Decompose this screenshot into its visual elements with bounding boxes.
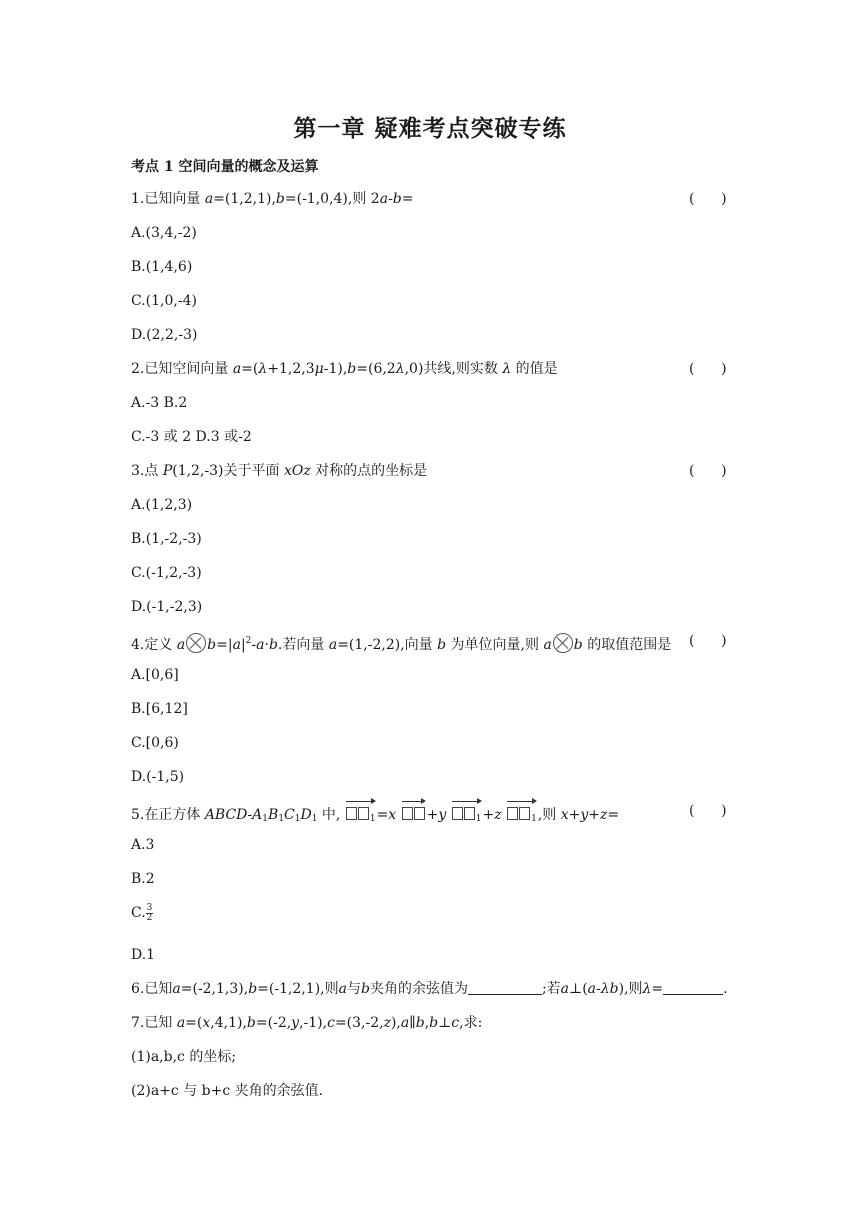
q3-option-a: A.(1,2,3) [131, 497, 193, 513]
q5-option-d: D.1 [131, 947, 156, 963]
page-title: 第一章 疑难考点突破专练 [293, 115, 567, 142]
question-5: 5.在正方体 ABCD-$A_1B_1C_1D_1$ 中, $_1$=x +y $_1$+z $_1$,则 x+y+z= [131, 800, 619, 822]
answer-paren-2: ( ) [689, 361, 727, 377]
answer-paren-3: ( ) [689, 463, 727, 479]
otimes-icon [186, 633, 206, 653]
q5-option-a: A.3 [131, 837, 155, 853]
section-heading: 考点 1 空间向量的概念及运算 [131, 159, 319, 175]
vector-arrow-icon: 1 [346, 800, 376, 830]
q2-option-cd: C.-3 或 2 D.3 或-2 [131, 429, 252, 445]
vector-arrow-icon [402, 800, 426, 826]
q2-option-ab: A.-3 B.2 [131, 395, 188, 411]
q7-part-1: (1)a,b,c 的坐标; [131, 1049, 237, 1065]
question-6: 6.已知a=(-2,1,3),b=(-1,2,1),则a与b夹角的余弦值为 ;若a⊥(a-λb),则λ= . [131, 981, 728, 997]
vector-arrow-icon: 1 [507, 800, 537, 830]
answer-paren-4: ( ) [689, 633, 727, 649]
answer-paren-1: ( ) [689, 191, 727, 207]
question-4: 4.定义 a $b=|a|^2-a\cdot b$.若向量 a=(1,-2,2),向量 b 为单位向量,则 a b 的取值范围是 [131, 630, 671, 652]
q1-option-c: C.(1,0,-4) [131, 293, 197, 309]
answer-blank-cosine[interactable] [468, 980, 542, 995]
question-1: 1.已知向量 a=(1,2,1),b=(-1,0,4),则 2a-b= [131, 191, 414, 207]
q1-option-d: D.(2,2,-3) [131, 327, 198, 343]
q3-option-c: C.(-1,2,-3) [131, 565, 202, 581]
q4-option-b: B.[6,12] [131, 701, 188, 717]
q5-option-c [131, 902, 153, 924]
q5-option-c-label: C. [131, 905, 146, 921]
answer-paren-5: ( ) [689, 803, 727, 819]
fraction: $\frac{3}{2}$ [146, 902, 153, 923]
q3-option-d: D.(-1,-2,3) [131, 599, 203, 615]
question-7: 7.已知 a=(x,4,1),b=(-2,y,-1),c=(3,-2,z),a∥b,b⊥c,求: [131, 1015, 483, 1031]
q4-option-a: A.[0,6] [131, 667, 179, 683]
q3-option-b: B.(1,-2,-3) [131, 531, 202, 547]
q4-option-c: C.[0,6) [131, 735, 179, 751]
q7-part-2: (2)a+c 与 b+c 夹角的余弦值. [131, 1083, 324, 1099]
question-2: 2.已知空间向量 a=(λ+1,2,3μ-1),b=(6,2λ,0)共线,则实数 λ 的值是 [131, 361, 558, 377]
vector-arrow-icon: 1 [452, 800, 482, 830]
q1-option-a: A.(3,4,-2) [131, 225, 197, 241]
q5-option-b: B.2 [131, 871, 155, 887]
q4-option-d: D.(-1,5) [131, 769, 185, 785]
answer-blank-lambda[interactable] [663, 980, 723, 995]
q1-option-b: B.(1,4,6) [131, 259, 193, 275]
question-3: 3.点 P(1,2,-3)关于平面 xOz 对称的点的坐标是 [131, 463, 428, 479]
otimes-icon [553, 633, 573, 653]
